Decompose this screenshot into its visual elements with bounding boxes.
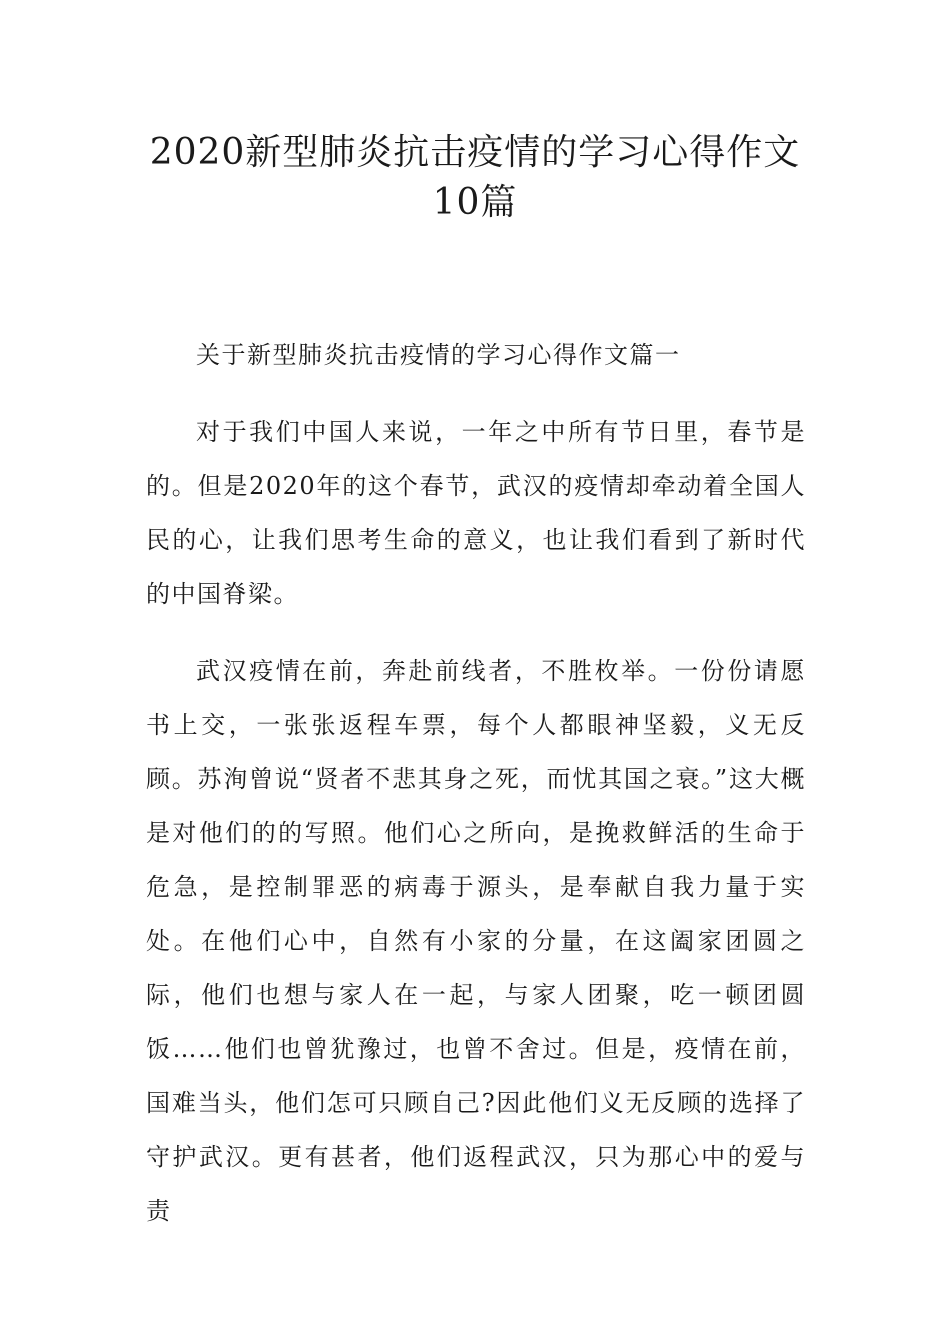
section-heading: 关于新型肺炎抗击疫情的学习心得作文篇一 bbox=[196, 341, 681, 369]
paragraph: 对于我们中国人来说，一年之中所有节日里，春节是的。但是2020年的这个春节，武汉的疫情却牵动着全国人民的心，让我们思考生命的意义，也让我们看到了新时代的中国脊梁。 bbox=[146, 418, 806, 608]
paragraph: 武汉疫情在前，奔赴前线者，不胜枚举。一份份请愿书上交，一张张返程车票，每个人都眼神坚毅，义无反顾。苏洵曾说“贤者不悲其身之死，而忧其国之衰。”这大概是对他们的的写照。他们心之所向，是挽救鲜活的生命于危急，是控制罪恶的病毒于源头，是奉献自我力量于实处。在他们心中，自然有小家的分量，在这阖家团圆之际，他们也想与家人在一起，与家人团聚，吃一顿团圆饭……他们也曾犹豫过，也曾不舍过。但是，疫情在前，国难当头，他们怎可只顾自己?因此他们义无反顾的选择了守护武汉。更有甚者，他们返程武汉，只为那心中的爱与责 bbox=[146, 657, 806, 1225]
document-title: 2020新型肺炎抗击疫情的学习心得作文10篇 bbox=[149, 132, 801, 223]
document-body bbox=[146, 328, 806, 1261]
